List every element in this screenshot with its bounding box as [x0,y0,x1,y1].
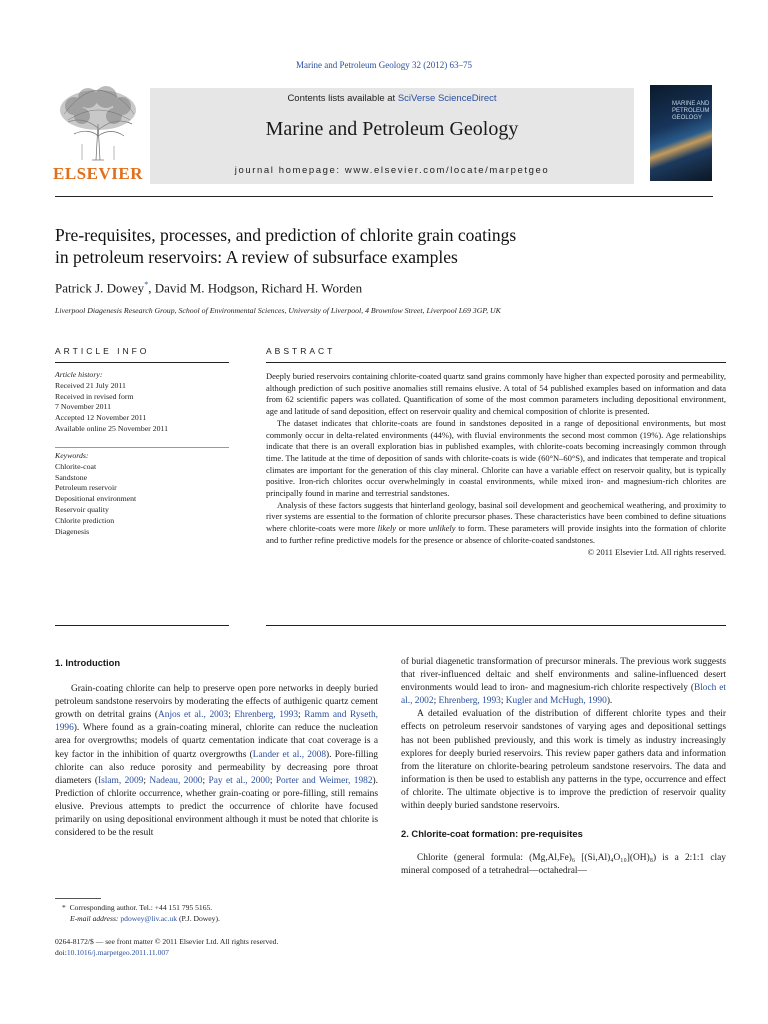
citation-link[interactable]: Lander et al., 2008 [252,749,327,760]
title-line-1: Pre-requisites, processes, and prediction of chlorite grain coatings [55,225,517,245]
keywords-label: Keywords: [55,451,89,460]
elsevier-wordmark: ELSEVIER [53,164,143,183]
author-first[interactable]: Patrick J. Dowey [55,280,145,296]
keyword: Diagenesis [55,526,90,536]
intro-paragraph [55,683,378,840]
body-text: ). [606,696,613,707]
body-right-column [401,656,726,878]
keyword: Depositional environment [55,494,137,504]
journal-homepage[interactable]: journal homepage: www.elsevier.com/locate/marpetgeo [234,165,550,176]
body-text: Grain-coating chlorite can help to preserve open pore networks in deeply buried petroleum sandstone reservoirs by moderating the effects of authigenic quartz cement growth on detrital grains ( [55,684,378,721]
keywords [55,451,229,537]
body-paragraph [401,656,726,708]
issn-line: 0264-8172/$ — see front matter © 2011 Elsevier Ltd. All rights reserved. [55,937,279,946]
body-text: ; [298,710,305,721]
journal-banner [150,88,634,184]
email-link[interactable]: pdowey@liv.ac.uk [120,914,178,923]
citation-link[interactable]: Ramm and Ryseth, 1996 [55,710,379,734]
doi-link[interactable]: 10.1016/j.marpetgeo.2011.11.007 [66,948,169,957]
doi-line [55,947,455,958]
body-text: ; [433,696,439,707]
citation-link[interactable]: Ehrenberg, 1993 [438,696,501,707]
citation-link[interactable]: Pay et al., 2000 [208,775,270,786]
page-footer [55,936,455,958]
abstract-paragraph [266,500,726,547]
footnote [62,902,382,924]
abstract-body [266,371,726,558]
article-title [55,225,675,268]
citation-link[interactable]: Kugler and McHugh, 1990 [505,696,607,707]
body-text: ; [500,696,506,707]
body-text: ). Where found as a grain-coating mineral, chlorite can reduce the nucleation area for overgrowths; models of quartz cementation indicate that coat coverage is a key factor in the inhibition of quartz overgrowths ( [55,723,378,760]
body-text: ; [269,775,276,786]
email-line [62,913,382,924]
footnote-rule [55,898,101,899]
citation-link[interactable]: Bloch et al., 2002 [401,683,726,707]
author-rest: , David M. Hodgson, Richard H. Worden [148,280,363,296]
body-text: ; [202,775,209,786]
citation-link[interactable]: Ehrenberg, 1993 [234,710,299,721]
footnote-text: (P.J. Dowey). [177,914,220,923]
journal-cover-thumbnail[interactable] [650,85,712,181]
header-rule [55,196,713,197]
section-heading-introduction: 1. Introduction [55,657,121,668]
affiliation: Liverpool Diagenesis Research Group, School of Environmental Sciences, University of Liverpool, 4 Brownlow Street, Liverpool L69 3GP, UK [55,306,501,315]
abstract-emphasis: unlikely [428,523,456,534]
body-text: ; [143,775,150,786]
abstract-paragraph: The dataset indicates that chlorite-coats are found in sandstones deposited in a range of depositional environments, but most commonly occur in delta-related environments (44%), with fluvial environments the second most common (19%). Age relationships indicate that there is an overall exploration bias in published examples, with chlorite-coats becoming increasingly common through time. The latitude at the time of deposition of sands with chlorite-coats is wide (60°N–60°S), and indicates that temperate and tropical climates are important for the generation of this clay mineral. Chlorite can have a variable effect on reservoir quality, but is typically positive. Iron-rich chlorites occur overwhelmingly in coastal environments, while mixed iron- and magnesium-rich chlorites are principally found in marine and terrestrial sandstones. [266,417,726,499]
keyword: Chlorite-coat [55,461,97,471]
abstract-text: to form. These parameters will provide insights into the formation of chlorite and to further refine predictive models for the presence or absence of chlorite-coated sandstones. [266,523,727,545]
journal-reference[interactable]: Marine and Petroleum Geology 32 (2012) 63–75 [296,60,472,70]
title-line-2: in petroleum reservoirs: A review of subsurface examples [55,246,458,267]
body-left-column [55,656,378,840]
citation-link[interactable]: Porter and Weimer, 1982 [275,775,373,786]
corresponding-author-mark[interactable]: * [144,280,149,289]
history-item: Received in revised form [55,391,134,401]
body-paragraph: A detailed evaluation of the distribution of different chlorite types and their effects on petroleum reservoir sandstones of varying ages and depositional settings has not been published previously, and this work is timely as industry increasingly explores for deeply buried reservoirs. This review paper gathers data and information from the literature on chlorite-bearing petroleum sandstone reservoirs. The data and information is then be used to establish any patterns in the type, occurrence and effect of chlorite. The ultimate objective is to improve the prediction of reservoir quality within deeply buried sandstone reservoirs. [401,709,726,812]
cover-title: MARINE AND PETROLEUM GEOLOGY [672,101,710,121]
footnote-text: Corresponding author. Tel.: +44 151 795 5165. [69,903,213,912]
contents-prefix: Contents lists available at [287,93,398,104]
sciencedirect-link[interactable]: SciVerse ScienceDirect [397,93,497,104]
body-text: of burial diagenetic transformation of precursor minerals. The previous work suggests that river-influenced deltaic and shelf environments and saline-influenced desert environments would lead to iron- and magnesium-rich chlorite respectively ( [401,657,726,694]
body-paragraph: Chlorite (general formula: (Mg,Al,Fe)₆ [(Si,Al)₄O₁₀](OH)₈) is a 2:1:1 clay mineral composed of a tetrahedral—octahedral— [401,853,726,877]
info-divider [55,447,229,448]
keyword: Chlorite prediction [55,515,115,525]
citation-link[interactable]: Anjos et al., 2003 [157,710,229,721]
abstract-text: or more [396,523,429,534]
keyword: Reservoir quality [55,504,109,514]
contents-line [150,93,634,104]
body-text: ). Prediction of chlorite occurrence, whether grain-coating or pore-filling, still remains elusive. Previous attempts to predict the occurrence of chlorite have focused primarily on using depositional environment although it must be noted that chlorite is considered to be the result [55,775,378,839]
body-text: ; [228,710,235,721]
article-history [55,370,229,435]
keyword: Petroleum reservoir [55,483,117,493]
abstract-bottom-rule [266,625,726,626]
abstract-paragraph: Deeply buried reservoirs containing chlorite-coated quartz sand grains commonly have higher than expected porosity and permeability, although prediction of such positive anomalies still remains elusive. A total of 54 published examples based on information and data from 62 scientific papers was collated. Quantification of some of the most common parameters including depositional environment, age and latitude of sand deposition, effect on reservoir quality and chemical composition of chlorite is presented. [266,371,726,417]
article-info-heading: ARTICLE INFO [55,346,150,356]
history-item: Received 21 July 2011 [55,380,126,390]
author-list [55,280,362,296]
abstract-text: Analysis of these factors suggests that hinterland geology, basinal soil development and geochemical weathering, and proximity to river systems are essential to the formation of chlorite precursor phases. These characteristics have been combined to define situations where chlorite-coats were more [266,499,726,534]
abstract-emphasis: likely [377,523,397,534]
elsevier-logo [52,84,144,184]
corresponding-author-note [62,902,382,913]
citation-link[interactable]: Nadeau, 2000 [149,775,203,786]
article-info-bottom-rule [55,625,229,626]
abstract-copyright: © 2011 Elsevier Ltd. All rights reserved. [587,546,726,557]
journal-title: Marine and Petroleum Geology [265,118,519,140]
section-heading-prerequisites: 2. Chlorite-coat formation: pre-requisites [401,828,583,840]
history-item: 7 November 2011 [55,402,112,412]
article-info-rule [55,362,229,363]
doi-label: doi: [55,948,67,957]
abstract-heading: ABSTRACT [266,346,336,356]
email-label: E-mail address: [70,914,121,923]
history-label: Article history: [55,370,103,379]
history-item: Accepted 12 November 2011 [55,413,147,423]
body-text: ). Pore-filling chlorite can also reduce porosity and permeability by decreasing pore throat diameters ( [55,749,378,786]
keyword: Sandstone [55,472,88,482]
footnote-mark: * [62,903,66,912]
tree-of-knowledge-icon [52,84,144,162]
abstract-rule [266,362,726,363]
citation-link[interactable]: Islam, 2009 [97,775,144,786]
history-item: Available online 25 November 2011 [55,423,169,433]
